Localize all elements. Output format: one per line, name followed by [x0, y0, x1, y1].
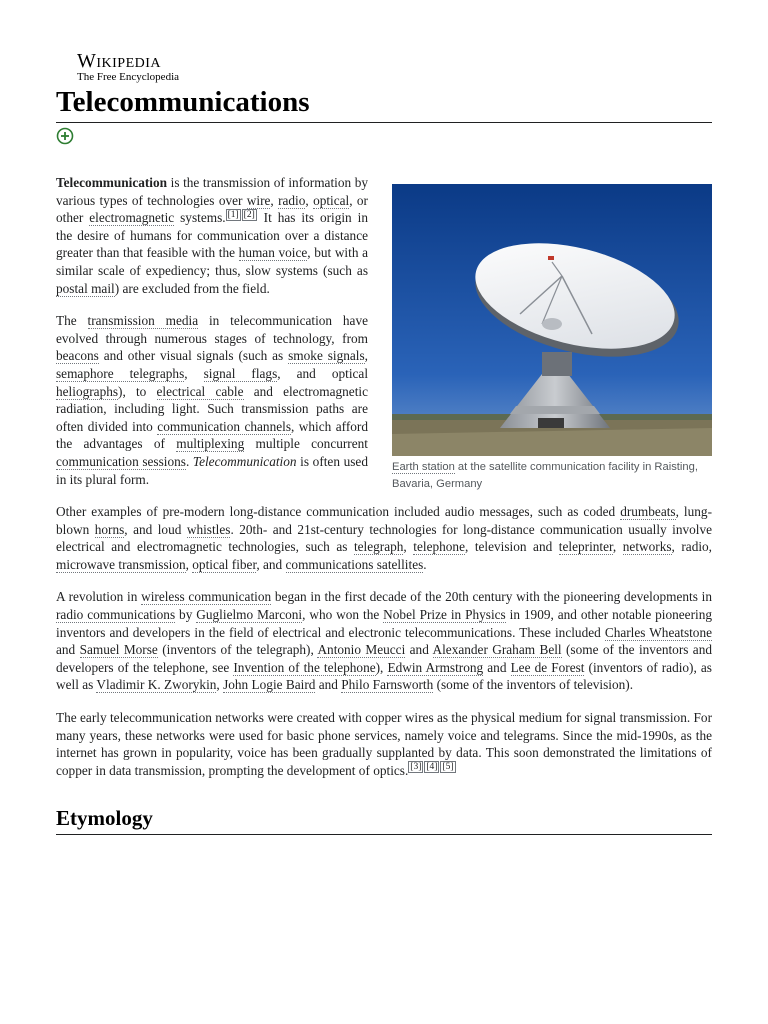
- logo-wordmark: Wikipedia: [77, 50, 162, 72]
- logo-tagline: The Free Encyclopedia: [77, 71, 180, 83]
- citation-ref[interactable]: [3] [4] [5]: [410, 762, 454, 773]
- link-drumbeats[interactable]: drumbeats: [620, 504, 676, 520]
- paragraph-copper: The early telecommunication networks were created with copper wires as the physical medium for signal transmission. For many years, these networks were used for basic phone services, namely voice and telegrams. Since the mid-1990s, as the internet has grown in popularity, voice has been gradually supplanted by data. This soon demonstrated the limitations of copper in data transmission, prompting the development of optics. [3] [4] [5]: [56, 710, 712, 778]
- link-wheatstone[interactable]: Charles Wheatstone: [604, 624, 713, 640]
- wikipedia-logo[interactable]: [77, 50, 179, 84]
- paragraph-revolution: A revolution in wireless communication began in the first decade of the 20th century with the pioneering developments in radio communications by Guglielmo Marconi, who won the Nobel Prize in Physics in 1909, and other notable pioneering inventors and developers in the field of electrical and electronic telecommunications. These included Charles Wheatstone and Samuel Morse (inventors of the telegraph), Antonio Meucci and Alexander Graham Bell (some of the inventors and developers of the telephone, see Invention of the telephone), Edwin Armstrong and Lee de Forest (inventors of radio), as well as Vladimir K. Zworykin, John Logie Baird and Philo Farnsworth (some of the inventors of television).: [56, 589, 713, 693]
- link-electrical-cable[interactable]: electrical cable: [156, 383, 244, 399]
- plus-circle-icon[interactable]: [56, 127, 74, 145]
- link-electromagnetic[interactable]: electromagnetic: [89, 210, 175, 226]
- link-farnsworth[interactable]: Philo Farnsworth: [341, 677, 434, 693]
- link-nobel-prize[interactable]: Nobel Prize in Physics: [383, 607, 506, 623]
- link-meucci[interactable]: Antonio Meucci: [317, 642, 406, 658]
- citation-ref[interactable]: [1] [2]: [227, 209, 255, 220]
- link-optical[interactable]: optical: [313, 192, 350, 208]
- figure-caption: Earth station at the satellite communication facility in Raisting, Bavaria, Germany: [392, 461, 698, 490]
- link-optical-fiber[interactable]: optical fiber: [192, 556, 257, 572]
- link-communications-satellites[interactable]: communications satellites: [285, 556, 424, 572]
- link-invention-of-telephone[interactable]: Invention of the telephone: [233, 659, 376, 675]
- article-body: [56, 174, 712, 835]
- link-communication-channels[interactable]: communication channels: [157, 418, 291, 434]
- link-whistles[interactable]: whistles: [186, 521, 231, 537]
- link-armstrong[interactable]: Edwin Armstrong: [387, 659, 484, 675]
- link-wire[interactable]: wire: [246, 192, 271, 208]
- link-smoke-signals[interactable]: smoke signals: [288, 348, 365, 364]
- link-networks[interactable]: networks: [622, 539, 672, 555]
- section-heading-etymology: Etymology: [56, 805, 712, 835]
- link-communication-sessions[interactable]: communication sessions: [56, 453, 186, 469]
- link-telephone[interactable]: telephone: [413, 539, 465, 555]
- infobox-figure: [392, 184, 712, 492]
- link-heliographs[interactable]: heliographs: [56, 383, 119, 399]
- paragraph-media: The transmission media in telecommunication have evolved through numerous stages of technology, from beacons and other visual signals (such as smoke signals, semaphore telegraphs, signal flags, and optical heliographs), to electrical cable and electromagnetic radiation, including light. Such transmission paths are often divided into communication channels, which afford the advantages of multiplexing multiple concurrent communication sessions. Telecommunication is often used in its plural form.: [56, 313, 369, 487]
- link-beacons[interactable]: beacons: [56, 348, 99, 364]
- earth-station-image[interactable]: [392, 184, 712, 456]
- link-bell[interactable]: Alexander Graham Bell: [432, 642, 562, 658]
- link-signal-flags[interactable]: signal flags: [203, 365, 278, 381]
- page-title: Telecommunications: [56, 84, 712, 123]
- paragraph-examples: Other examples of pre-modern long-distance communication included audio messages, such as coded drumbeats, lung-blown horns, and loud whistles. 20th- and 21st-century technologies for long-distance communication usually involve electrical and electromagnetic technologies, such as telegraph, telephone, television and teleprinter, networks, radio, microwave transmission, optical fiber, and communications satellites.: [56, 504, 713, 572]
- link-transmission-media[interactable]: transmission media: [87, 313, 199, 329]
- link-teleprinter[interactable]: teleprinter: [558, 539, 613, 555]
- link-wireless-communication[interactable]: wireless communication: [141, 589, 272, 605]
- link-semaphore[interactable]: semaphore telegraphs: [56, 365, 185, 381]
- link-radio[interactable]: radio: [278, 192, 306, 208]
- link-multiplexing[interactable]: multiplexing: [176, 436, 245, 452]
- link-microwave-transmission[interactable]: microwave transmission: [56, 556, 186, 572]
- link-morse[interactable]: Samuel Morse: [79, 642, 158, 658]
- link-marconi[interactable]: Guglielmo Marconi: [196, 607, 303, 623]
- link-baird[interactable]: John Logie Baird: [223, 677, 316, 693]
- link-de-forest[interactable]: Lee de Forest: [510, 659, 585, 675]
- link-human-voice[interactable]: human voice: [238, 245, 308, 261]
- link-postal-mail[interactable]: postal mail: [56, 280, 115, 296]
- earth-station-link[interactable]: Earth station: [392, 461, 455, 473]
- link-telegraph[interactable]: telegraph: [353, 539, 404, 555]
- paragraph-intro: Telecommunication is the transmission of information by various types of technologies over wire, radio, optical, or other electromagnetic systems. [1] [2] It has its origin in the desire of humans for communication over a distance greater than that feasible with the human voice, but with a similar scale of expediency; thus, slow systems (such as postal mail) are excluded from the field.: [56, 175, 368, 296]
- link-horns[interactable]: horns: [94, 521, 125, 537]
- link-zworykin[interactable]: Vladimir K. Zworykin: [96, 677, 217, 693]
- link-radio-communications[interactable]: radio communications: [56, 607, 176, 623]
